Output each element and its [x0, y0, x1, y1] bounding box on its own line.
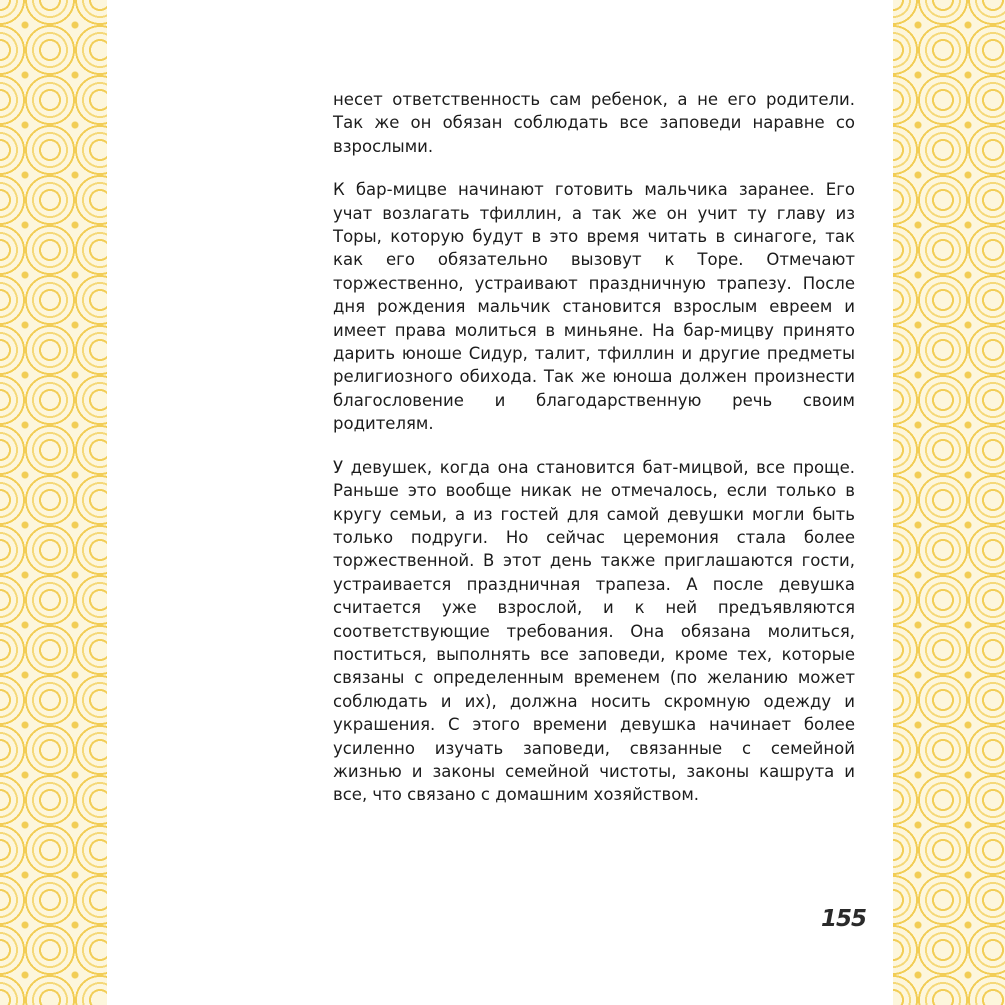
paragraph-3: У девушек, когда она становится бат-мицвой, все проще. Раньше это вообще никак не отмечалось, если только в кругу семьи, а из гостей для самой девушки могли быть только подруги. Но сейчас церемония стала более торжественной. В этот день также приглашаются гости, устраивается праздничная трапеза. А после девушка считается уже взрослой, и к ней предъявляются соответствующие требования. Она обязана молиться, поститься, выполнять все заповеди, кроме тех, которые связаны с определенным временем (по желанию может соблюдать и их), должна носить скромную одежду и украшения. С этого времени девушка начинает более усиленно изучать заповеди, связанные с семейной жизнью и законы семейной чистоты, законы кашрута и все, что связано с домашним хозяйством. — [333, 457, 855, 805]
decorative-border-right — [893, 0, 1005, 1005]
text-column — [333, 88, 855, 827]
page-number: 155 — [820, 906, 866, 932]
decorative-border-left — [0, 0, 107, 1005]
paragraph-2: К бар-мицве начинают готовить мальчика заранее. Его учат возлагать тфиллин, а так же он учит ту главу из Торы, которую будут в это время читать в синагоге, так как его обязательно вызовут к Торе. Отмечают торжественно, устраивают праздничную трапезу. После дня рождения мальчик становится взрослым евреем и имеет права молиться в миньяне. На бар-мицву принято дарить юноше Сидур, талит, тфиллин и другие предметы религиозного обихода. Так же юноша должен произнести благословение и благодарственную речь своим родителям. — [333, 180, 855, 434]
paragraph-1: несет ответственность сам ребенок, а не его родители. Так же он обязан соблюдать все заповеди наравне со взрослыми. — [333, 90, 855, 156]
